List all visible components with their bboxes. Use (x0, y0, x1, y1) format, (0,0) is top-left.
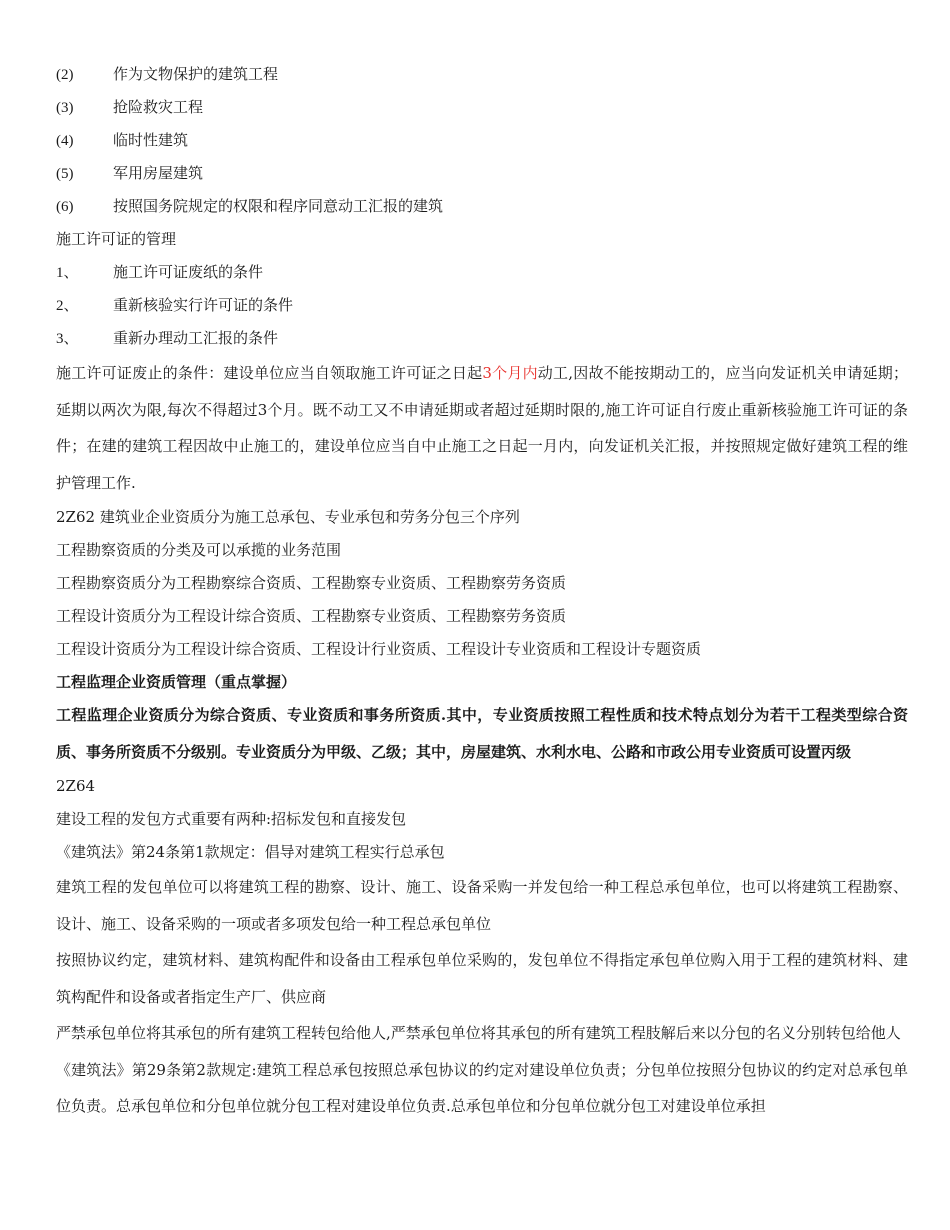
list-item (56, 58, 908, 91)
text-line: 工程勘察资质的分类及可以承揽的业务范围 (56, 541, 342, 559)
list-item (56, 124, 908, 157)
list-item (56, 157, 908, 190)
list-item-text: 施工许可证废纸的条件 (113, 263, 264, 281)
materials-paragraph: 按照协议约定，建筑材料、建筑构配件和设备由工程承包单位采购的，发包单位不得指定承包单位购入用于工程的建筑材料、建筑构配件和设备或者指定生产厂、供应商 (56, 951, 908, 1006)
list-item-number: (5) (56, 166, 74, 182)
list-item (56, 256, 908, 289)
list-item (56, 190, 908, 223)
highlighted-deadline: 3个月内 (482, 364, 538, 382)
paragraph-text: 动工,因故不能按期动工的，应当向发证机关申请延期；延期以两次为限,每次不得超过3个月。既不动工又不申请延期或者超过延期时限的,施工许可证自行废止重新核验施工许可证的条件；在建的建筑工程因故中止施工的，建设单位应当自中止施工之日起一月内，向发证机关汇报，并按照规定做好建筑工程的维护管理工作. (56, 364, 908, 492)
text-line: 工程设计资质分为工程设计综合资质、工程勘察专业资质、工程勘察劳务资质 (56, 607, 567, 625)
contract-methods-line: 建设工程的发包方式重要有两种:招标发包和直接发包 (56, 810, 407, 828)
list-item-number: 2、 (56, 298, 79, 314)
paragraph-text: 施工许可证废止的条件：建设单位应当自领取施工许可证之日起 (56, 364, 483, 382)
list-item-number: (3) (56, 100, 74, 116)
list-item-text: 重新核验实行许可证的条件 (113, 296, 294, 314)
text-line: 2Z62 建筑业企业资质分为施工总承包、专业承包和劳务分包三个序列 (56, 508, 520, 526)
subcontract-paragraph: 严禁承包单位将其承包的所有建筑工程转包给他人,严禁承包单位将其承包的所有建筑工程肢解后来以分包的名义分别转包给他人 (56, 1024, 901, 1042)
list-item (56, 322, 908, 355)
list-item (56, 289, 908, 322)
numbered-list-permit-conditions (56, 256, 908, 355)
list-item-number: 3、 (56, 331, 79, 347)
numbered-list-exemptions (56, 58, 908, 223)
text-line: 工程设计资质分为工程设计综合资质、工程设计行业资质、工程设计专业资质和工程设计专题资质 (56, 640, 702, 658)
supervision-heading: 工程监理企业资质管理（重点掌握） (56, 673, 297, 691)
law-article-24: 《建筑法》第24条第1款规定：倡导对建筑工程实行总承包 (56, 843, 445, 861)
contracting-paragraph: 建筑工程的发包单位可以将建筑工程的勘察、设计、施工、设备采购一并发包给一种工程总承包单位，也可以将建筑工程勘察、设计、施工、设备采购的一项或者多项发包给一种工程总承包单位 (56, 878, 908, 933)
text-line: 工程勘察资质分为工程勘察综合资质、工程勘察专业资质、工程勘察劳务资质 (56, 574, 567, 592)
section-code: 2Z64 (56, 777, 96, 795)
list-item-number: 1、 (56, 265, 79, 281)
list-item-text: 抢险救灾工程 (113, 98, 204, 116)
list-item-number: (4) (56, 133, 74, 149)
permit-management-heading: 施工许可证的管理 (56, 230, 177, 248)
list-item-text: 临时性建筑 (113, 131, 189, 149)
supervision-paragraph: 工程监理企业资质分为综合资质、专业资质和事务所资质.其中，专业资质按照工程性质和技术特点划分为若干工程类型综合资质、事务所资质不分级别。专业资质分为甲级、乙级；其中，房屋建筑、水利水电、公路和市政公用专业资质可设置丙级 (56, 706, 908, 761)
list-item-text: 作为文物保护的建筑工程 (113, 65, 279, 83)
law-article-29-paragraph: 《建筑法》第29条第2款规定:建筑工程总承包按照总承包协议的约定对建设单位负责；分包单位按照分包协议的约定对总承包单位负责。总承包单位和分包单位就分包工程对建设单位负责.总承包单位和分包单位就分包工对建设单位承担 (56, 1060, 908, 1115)
list-item-number: (6) (56, 199, 74, 215)
list-item-text: 按照国务院规定的权限和程序同意动工汇报的建筑 (113, 197, 444, 215)
permit-revocation-paragraph (56, 355, 908, 501)
list-item (56, 91, 908, 124)
list-item-text: 军用房屋建筑 (113, 164, 204, 182)
list-item-number: (2) (56, 67, 74, 83)
list-item-text: 重新办理动工汇报的条件 (113, 329, 279, 347)
